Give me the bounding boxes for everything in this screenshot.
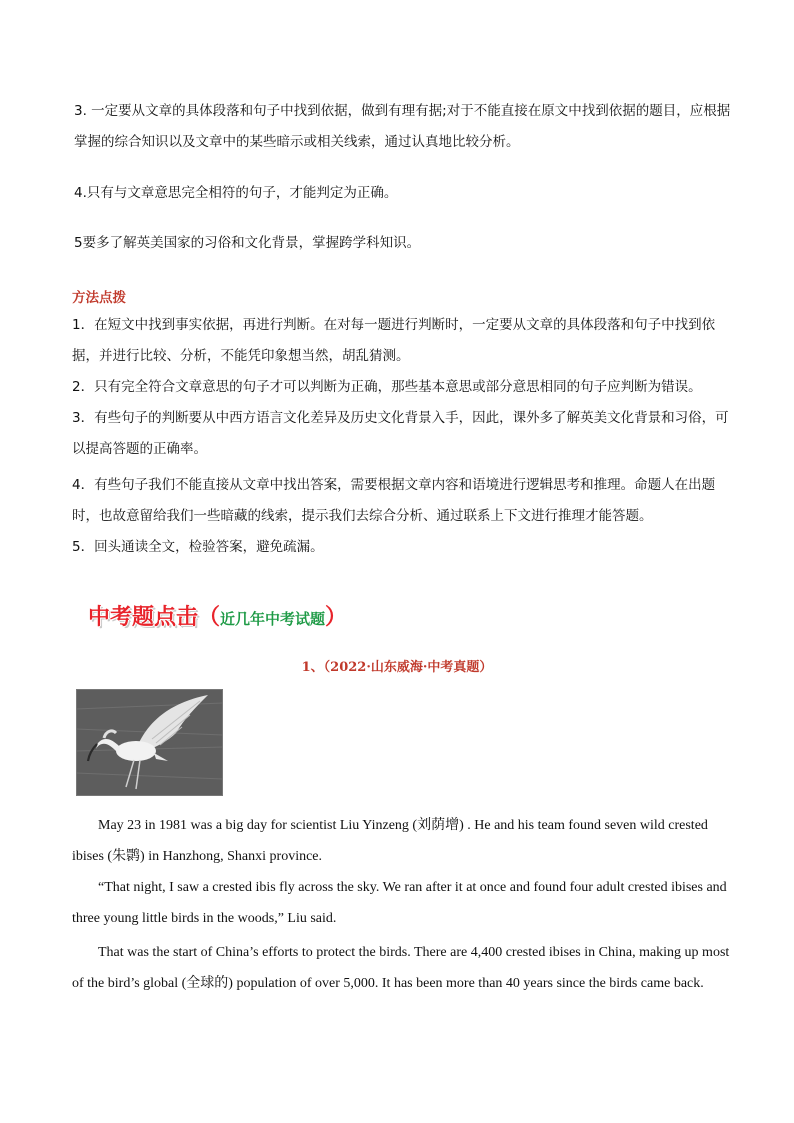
banner-open-paren: （ (198, 605, 221, 630)
passage-paragraph-2 (72, 872, 736, 934)
passage-paragraph-2-text: “That night, I saw a crested ibis fly across the sky. We ran after it at once and found four adult crested ibises and three young little birds in the woods,” Liu said. (72, 880, 727, 926)
method-tip-3: 3．有些句子的判断要从中西方语言文化差异及历史文化背景入手，因此，课外多了解英美文化背景和习俗，可以提高答题的正确率。 (72, 410, 729, 457)
method-tip-5: 5．回头通读全文，检验答案，避免疏漏。 (72, 539, 324, 555)
banner-sub-text: 近几年中考试题 (220, 610, 326, 628)
method-tip-4: 4．有些句子我们不能直接从文章中找出答案，需要根据文章内容和语境进行逻辑思考和推理。命题人在出题时，也故意留给我们一些暗藏的线索，提示我们去综合分析、通过联系上下文进行推理才能答题。 (72, 477, 716, 524)
intro-point-3: 3. 一定要从文章的具体段落和句子中找到依据，做到有理有据;对于不能直接在原文中找到依据的题目，应根据掌握的综合知识以及文章中的某些暗示或相关线索，通过认真地比较分析。 (74, 103, 731, 150)
crested-ibis-photo (76, 689, 223, 796)
banner-close-paren: ） (325, 605, 348, 630)
passage-paragraph-3 (72, 937, 736, 999)
question-title: 1、（2022·山东威海·中考真题） (301, 660, 493, 675)
intro-point-5: 5要多了解英美国家的习俗和文化背景，掌握跨学科知识。 (74, 235, 421, 251)
intro-point-4: 4.只有与文章意思完全相符的句子，才能判定为正确。 (74, 185, 398, 201)
passage-paragraph-3-text: That was the start of China’s efforts to protect the birds. There are 4,400 crested ibises in China, making up most of the bird’s global (全球的) population of over 5,000. It has been more than 40 years since the birds came back. (72, 945, 730, 991)
section-banner (88, 600, 347, 631)
method-heading: 方法点拨 (72, 290, 126, 306)
method-tip-2: 2．只有完全符合文章意思的句子才可以判断为正确，那些基本意思或部分意思相同的句子应判断为错误。 (72, 379, 702, 395)
passage-paragraph-1 (72, 810, 736, 872)
method-tip-1: 1．在短文中找到事实依据，再进行判断。在对每一题进行判断时，一定要从文章的具体段落和句子中找到依据，并进行比较、分析，不能凭印象想当然，胡乱猜测。 (72, 317, 716, 364)
banner-main-text: 中考题点击 (88, 605, 199, 630)
passage-paragraph-1-text: May 23 in 1981 was a big day for scientist Liu Yinzeng (刘荫增) . He and his team found seven wild crested ibises (朱鹮) in Hanzhong, Shanxi province. (72, 818, 708, 864)
